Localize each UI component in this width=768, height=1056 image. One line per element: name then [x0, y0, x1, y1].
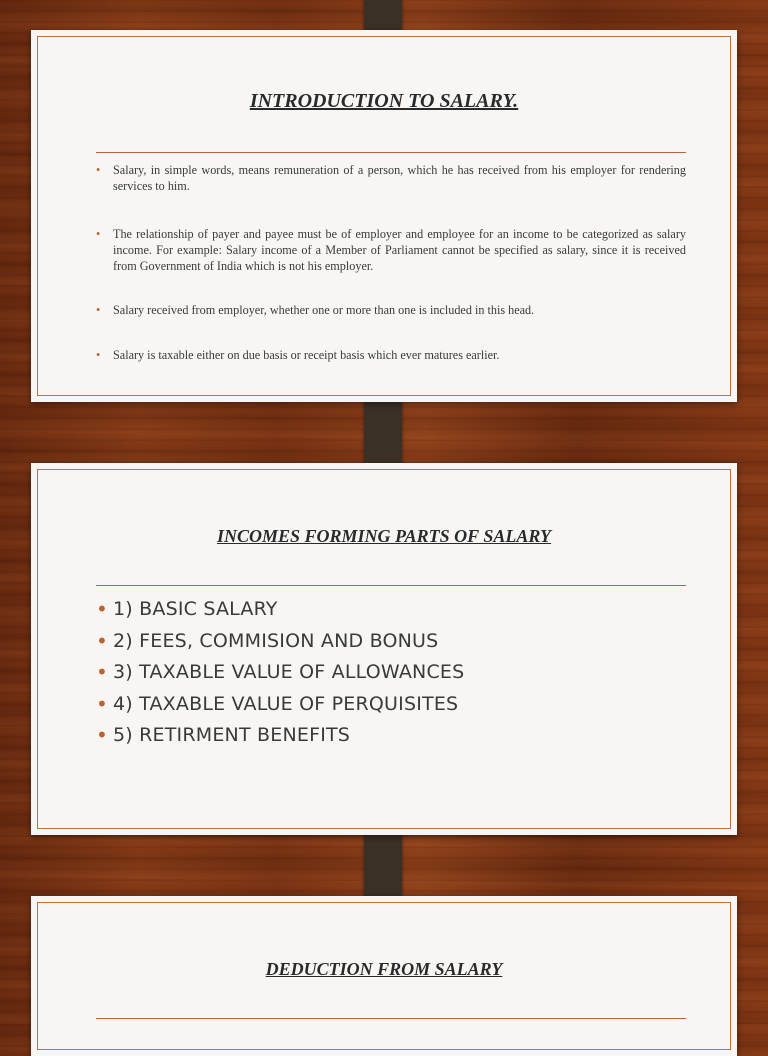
list-item-text: 3) TAXABLE VALUE OF ALLOWANCES: [113, 661, 465, 684]
list-item: [96, 720, 686, 752]
title-rule: [96, 585, 686, 586]
list-item-text: 5) RETIRMENT BENEFITS: [113, 724, 351, 747]
list-item-text: 1) BASIC SALARY: [113, 598, 278, 620]
slide-frame: [37, 469, 731, 829]
list-item: [96, 347, 686, 363]
list-item-text: Salary received from employer, whether one or more than one is included in this head.: [113, 303, 535, 317]
bullet-icon: •: [96, 227, 101, 241]
list-item-text: The relationship of payer and payee must be of employer and employee for an income to be categorized as salary income. For example: Salary income of a Member of Parliament cannot be specified as salary, since it is received from Government of India which is not his employer.: [113, 227, 686, 273]
list-item: [96, 689, 686, 721]
title-rule: [96, 1018, 686, 1019]
list-item-text: Salary is taxable either on due basis or receipt basis which ever matures earlier.: [113, 348, 500, 362]
bullet-icon: •: [96, 691, 108, 716]
slide-title: DEDUCTION FROM SALARY: [265, 959, 503, 979]
bullet-icon: •: [96, 303, 101, 317]
slide-introduction: [31, 30, 737, 402]
slide-title: INTRODUCTION TO SALARY.: [249, 90, 519, 112]
slide-frame: [37, 36, 731, 396]
list-item: [96, 594, 686, 626]
list-item: [96, 226, 686, 274]
bullet-icon: •: [96, 163, 101, 177]
bullet-icon: •: [96, 597, 108, 621]
title-rule: [96, 152, 686, 153]
slide-title: INCOMES FORMING PARTS OF SALARY: [216, 526, 552, 546]
bullet-list: [96, 594, 686, 752]
list-item-text: 2) FEES, COMMISION AND BONUS: [113, 629, 439, 652]
bullet-icon: •: [96, 348, 101, 362]
list-item-text: Salary, in simple words, means remuneration of a person, which he has received from his employer for rendering services to him.: [113, 163, 686, 193]
bullet-icon: •: [96, 628, 108, 653]
list-item-text: 4) TAXABLE VALUE OF PERQUISITES: [113, 692, 459, 715]
list-item: [96, 162, 686, 194]
bullet-icon: •: [96, 660, 108, 685]
list-item: [96, 302, 686, 318]
list-item: [96, 626, 686, 658]
slide-frame: [37, 902, 731, 1050]
list-item: [96, 657, 686, 689]
bullet-icon: •: [96, 723, 108, 748]
slide-incomes: [31, 463, 737, 835]
slide-deduction: [31, 896, 737, 1056]
bullet-list: [96, 162, 686, 363]
